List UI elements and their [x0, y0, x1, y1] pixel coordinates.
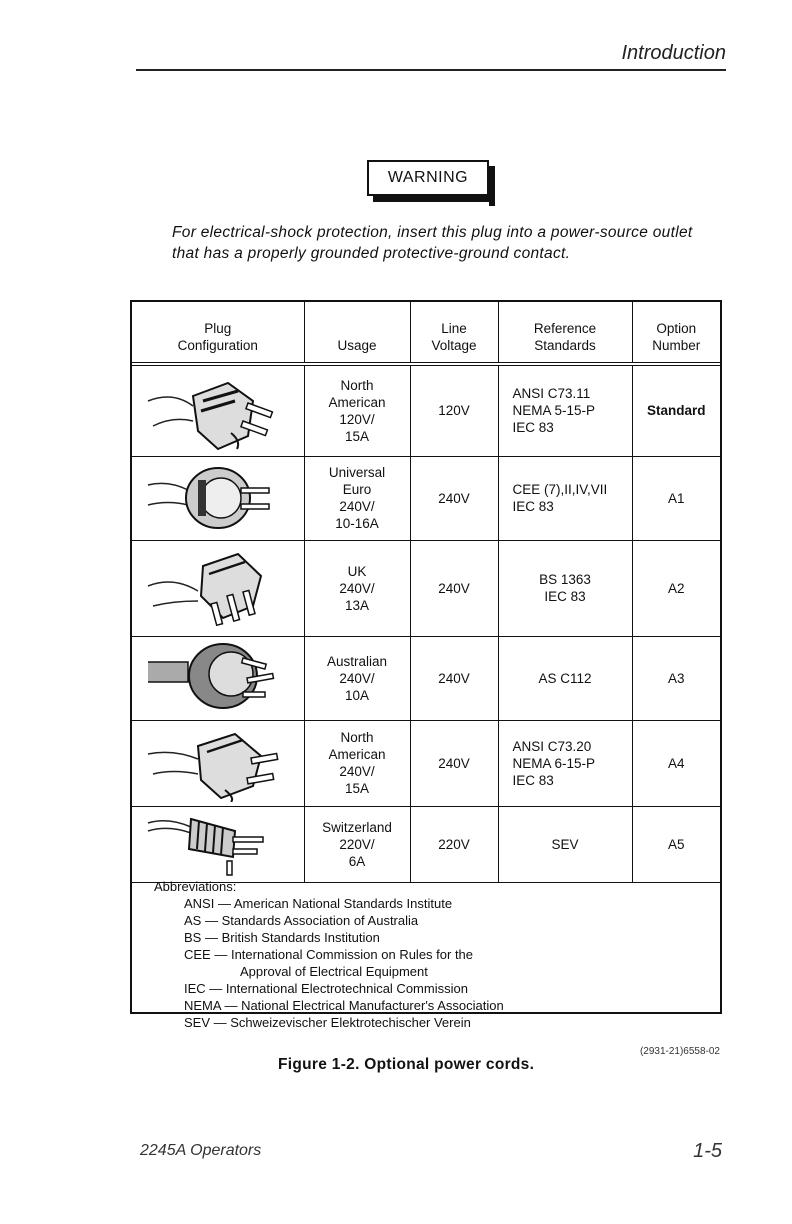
- header-plug-line1: Plug: [204, 321, 232, 336]
- option-cell: A2: [632, 540, 720, 636]
- footer-manual-name: 2245A Operators: [140, 1142, 262, 1159]
- abbrev-sev: SEV — Schweizevischer Elektrotechischer Verein: [184, 1015, 471, 1030]
- universal-euro-plug-icon: [143, 460, 293, 536]
- figure-id: (2931-21)6558-02: [639, 1046, 720, 1057]
- standards-cell: [498, 540, 632, 636]
- table-row: [132, 540, 720, 636]
- figure-caption: Figure 1-2. Optional power cords.: [278, 1056, 535, 1073]
- header-option-line2: Number: [652, 338, 701, 353]
- standard-line: ANSI C73.20: [512, 738, 592, 754]
- abbrev-iec: IEC — International Electrotechnical Commission: [184, 981, 468, 996]
- usage-cell: [304, 806, 410, 882]
- australian-plug-icon: [143, 640, 293, 716]
- voltage-cell: 120V: [410, 364, 498, 456]
- plug-image-cell: [132, 540, 304, 636]
- standard-line: NEMA 6-15-P: [512, 755, 596, 771]
- usage-line: 220V/: [339, 836, 375, 852]
- plug-image-cell: [132, 636, 304, 720]
- standards-cell: [498, 364, 632, 456]
- abbrev-nema: NEMA — National Electrical Manufacturer's Association: [184, 998, 504, 1013]
- warning-label-text: WARNING: [387, 169, 469, 186]
- usage-line: 240V/: [339, 499, 375, 514]
- header-voltage-line1: Line: [441, 321, 467, 336]
- usage-line: Universal: [328, 465, 386, 480]
- standard-line: IEC 83: [544, 589, 586, 604]
- standard-line: IEC 83: [512, 772, 554, 788]
- usage-line: 10-16A: [335, 516, 379, 531]
- abbrev-bs: BS — British Standards Institution: [184, 930, 380, 945]
- warning-text: For electrical-shock protection, insert this plug into a power-source outlet that has a properly grounded protective-ground contact.: [172, 224, 693, 262]
- table-row: [132, 456, 720, 540]
- usage-cell: [304, 364, 410, 456]
- standard-line: NEMA 5-15-P: [512, 403, 596, 419]
- usage-line: North: [340, 377, 374, 393]
- voltage-cell: 240V: [410, 636, 498, 720]
- header-usage: [304, 302, 410, 364]
- standards-cell: [498, 720, 632, 806]
- voltage-cell: 240V: [410, 456, 498, 540]
- header-line-voltage: [410, 302, 498, 364]
- usage-line: Euro: [342, 482, 372, 497]
- abbrev-cee: CEE — International Commission on Rules for the: [184, 947, 474, 962]
- abbreviations-title: Abbreviations:: [154, 879, 237, 894]
- table-row: [132, 364, 720, 456]
- table-header-row: [132, 302, 720, 364]
- cord-options-table: [132, 302, 720, 883]
- voltage-cell: 220V: [410, 806, 498, 882]
- usage-line: North: [340, 730, 374, 745]
- usage-line: 6A: [348, 853, 366, 869]
- power-cord-table: [130, 300, 722, 1030]
- section-title: Introduction: [621, 42, 726, 64]
- option-cell: A5: [632, 806, 720, 882]
- header-plug-line2: Configuration: [177, 338, 258, 353]
- usage-line: UK: [347, 563, 367, 579]
- usage-line: 15A: [344, 428, 370, 444]
- north-american-120v-plug-icon: [143, 371, 293, 451]
- usage-line: 120V/: [339, 411, 375, 427]
- header-reference-standards: [498, 302, 632, 364]
- option-cell: Standard: [632, 364, 720, 456]
- standard-line: BS 1363: [539, 572, 591, 587]
- standard-line: ANSI C73.11: [512, 386, 591, 402]
- usage-line: 240V/: [339, 764, 375, 779]
- option-cell: A4: [632, 720, 720, 806]
- header-standards-line1: Reference: [533, 321, 597, 336]
- standards-cell: [498, 636, 632, 720]
- usage-cell: [304, 456, 410, 540]
- option-cell: A3: [632, 636, 720, 720]
- voltage-cell: 240V: [410, 540, 498, 636]
- voltage-cell: 240V: [410, 720, 498, 806]
- standards-cell: [498, 806, 632, 882]
- north-american-240v-plug-icon: [143, 724, 293, 802]
- usage-line: Switzerland: [322, 819, 392, 835]
- usage-cell: [304, 720, 410, 806]
- footer-page-number: 1-5: [693, 1140, 722, 1162]
- uk-plug-icon: [143, 546, 293, 630]
- option-cell: A1: [632, 456, 720, 540]
- usage-line: 13A: [344, 597, 370, 613]
- standard-line: AS C112: [538, 670, 592, 686]
- standards-cell: [498, 456, 632, 540]
- usage-cell: [304, 540, 410, 636]
- usage-cell: [304, 636, 410, 720]
- abbrev-cee-continued: Approval of Electrical Equipment: [240, 964, 428, 979]
- usage-line: 10A: [344, 687, 370, 703]
- table-row: [132, 636, 720, 720]
- header-usage-text: Usage: [337, 338, 377, 353]
- switzerland-plug-icon: [143, 809, 293, 879]
- table-row: [132, 720, 720, 806]
- header-voltage-line2: Voltage: [431, 338, 477, 353]
- plug-image-cell: [132, 720, 304, 806]
- header-standards-line2: Standards: [534, 338, 596, 353]
- usage-line: 240V/: [339, 580, 375, 596]
- header-option-number: [632, 302, 720, 364]
- plug-image-cell: [132, 364, 304, 456]
- usage-line: Australian: [326, 653, 388, 669]
- standard-line: IEC 83: [512, 420, 554, 436]
- plug-image-cell: [132, 456, 304, 540]
- header-plug-configuration: [132, 302, 304, 364]
- usage-line: American: [328, 747, 386, 762]
- standard-line: SEV: [551, 836, 579, 852]
- table-row: [132, 806, 720, 882]
- usage-line: 15A: [344, 781, 370, 796]
- usage-line: 240V/: [339, 670, 375, 686]
- standard-line: CEE (7),II,IV,VII: [512, 482, 608, 497]
- abbrev-as: AS — Standards Association of Australia: [184, 913, 419, 928]
- standard-line: IEC 83: [512, 499, 554, 514]
- usage-line: American: [328, 394, 386, 410]
- abbreviations-list: [154, 878, 504, 1031]
- abbrev-ansi: ANSI — American National Standards Institute: [184, 896, 453, 911]
- header-option-line1: Option: [656, 321, 697, 336]
- warning-label: [367, 160, 489, 196]
- plug-image-cell: [132, 806, 304, 882]
- header-rule: [136, 69, 726, 71]
